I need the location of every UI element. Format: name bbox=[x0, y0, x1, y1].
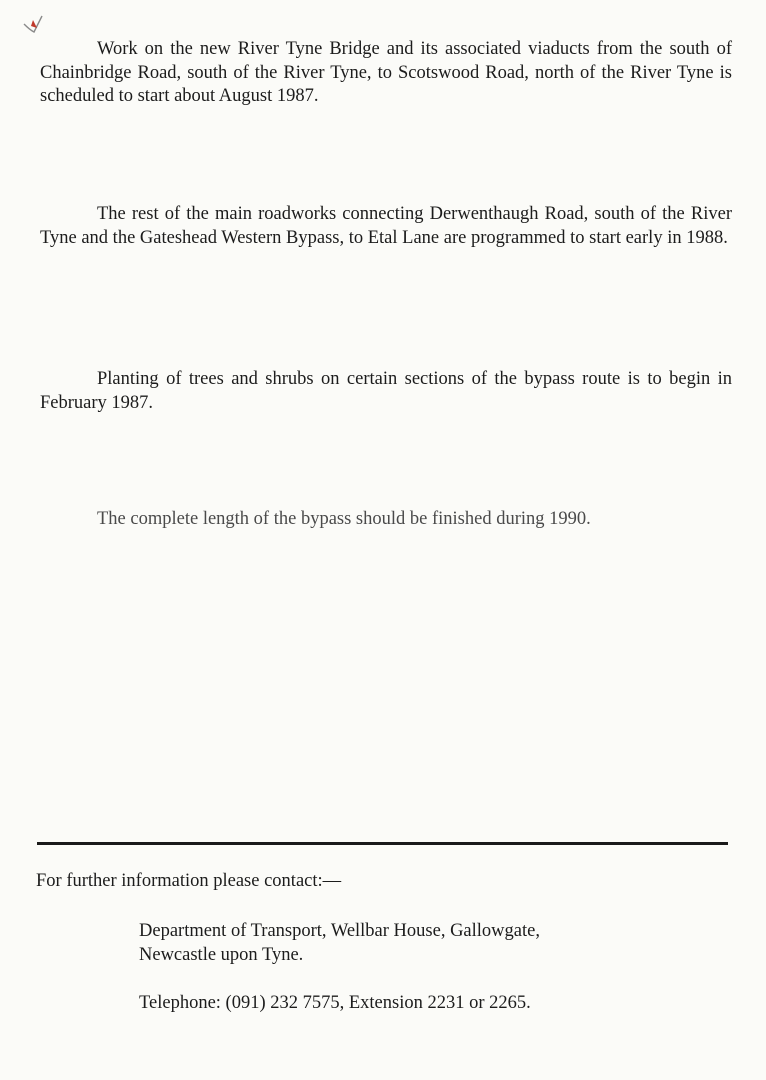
corner-mark-icon bbox=[20, 10, 48, 38]
address-line-2: Newcastle upon Tyne. bbox=[139, 945, 304, 965]
horizontal-divider bbox=[37, 842, 728, 845]
paragraph-main-roadworks: The rest of the main roadworks connecting Derwenthaugh Road, south of the River Tyne and the Gateshead Western Bypass, to Etal Lane are programmed to start early in 1988. bbox=[40, 204, 732, 248]
paragraph-planting: Planting of trees and shrubs on certain sections of the bypass route is to begin in February 1987. bbox=[40, 369, 732, 413]
contact-telephone: Telephone: (091) 232 7575, Extension 2231 or 2265. bbox=[139, 993, 531, 1013]
paragraph-bridge-works: Work on the new River Tyne Bridge and its associated viaducts from the south of Chainbridge Road, south of the River Tyne, to Scotswood Road, north of the River Tyne is scheduled to start about August 1987. bbox=[40, 39, 732, 106]
contact-address bbox=[139, 919, 540, 967]
contact-lead-text: For further information please contact:— bbox=[36, 871, 342, 891]
address-line-1: Department of Transport, Wellbar House, Gallowgate, bbox=[139, 921, 540, 941]
paragraph-completion: The complete length of the bypass should be finished during 1990. bbox=[97, 509, 591, 529]
